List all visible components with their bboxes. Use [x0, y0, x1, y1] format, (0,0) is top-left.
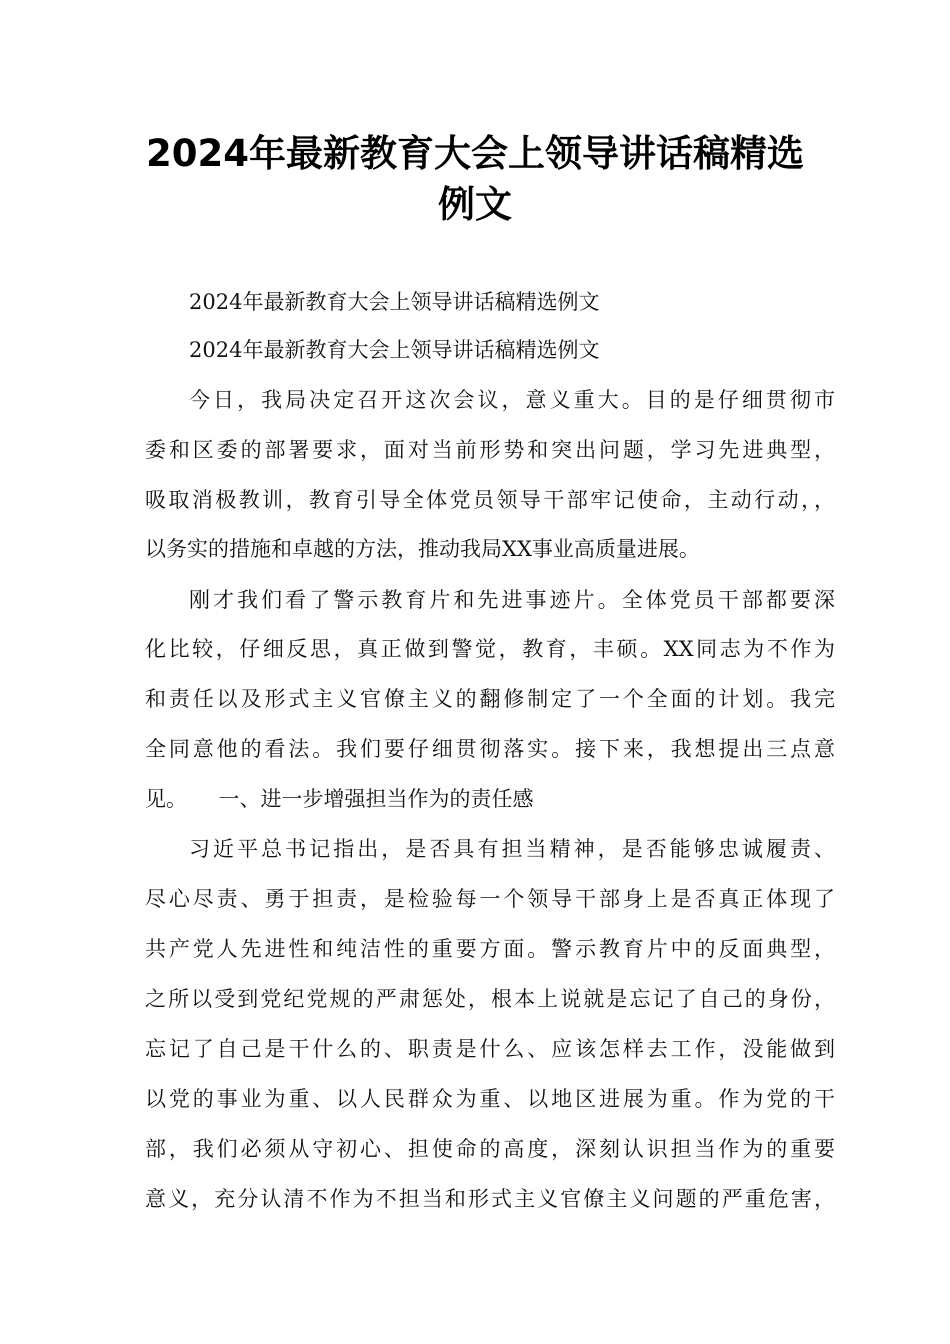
paragraph-line: 吸取消极教训，教育引导全体党员领导干部牢记使命，主动行动，， [145, 488, 835, 512]
paragraph-line: 全同意他的看法。我们要仔细贯彻落实。接下来，我想提出三点意 [145, 737, 835, 761]
paragraph-line: 之所以受到党纪党规的严肃惩处，根本上说就是忘记了自己的身份， [145, 987, 835, 1011]
paragraph-line: 刚才我们看了警示教育片和先进事迹片。全体党员干部都要深 [189, 588, 835, 612]
paragraph-line: 以务实的措施和卓越的方法，推动我局XX事业高质量进展。 [145, 537, 700, 561]
paragraph-line: 共产党人先进性和纯洁性的重要方面。警示教育片中的反面典型， [145, 937, 835, 961]
paragraph-line: 意义，充分认清不作为不担当和形式主义官僚主义问题的严重危害， [145, 1187, 835, 1211]
paragraph-line: 尽心尽责、勇于担责，是检验每一个领导干部身上是否真正体现了 [145, 887, 835, 911]
paragraph-line: 以党的事业为重、以人民群众为重、以地区进展为重。作为党的干 [145, 1087, 835, 1111]
paragraph-line: 习近平总书记指出，是否具有担当精神，是否能够忠诚履责、 [189, 837, 835, 861]
paragraph-line: 今日，我局决定召开这次会议，意义重大。目的是仔细贯彻市 [189, 388, 835, 412]
subtitle-line: 2024年最新教育大会上领导讲话稿精选例文 [189, 338, 600, 362]
paragraph-line: 和责任以及形式主义官僚主义的翻修制定了一个全面的计划。我完 [145, 687, 835, 711]
subtitle-line: 2024年最新教育大会上领导讲话稿精选例文 [189, 290, 600, 314]
document-title-line-2: 例文 [438, 183, 512, 226]
paragraph-line: 部，我们必须从守初心、担使命的高度，深刻认识担当作为的重要 [145, 1137, 835, 1161]
paragraph-line: 忘记了自己是干什么的、职责是什么、应该怎样去工作，没能做到 [145, 1037, 835, 1061]
paragraph-line: 化比较，仔细反思，真正做到警觉，教育，丰硕。XX同志为不作为 [145, 637, 835, 661]
document-title-line-1: 2024年最新教育大会上领导讲话稿精选 [146, 132, 804, 175]
section-heading-line: 见。 一、进一步增强担当作为的责任感 [145, 787, 534, 811]
paragraph-line: 委和区委的部署要求，面对当前形势和突出问题，学习先进典型， [145, 438, 835, 462]
